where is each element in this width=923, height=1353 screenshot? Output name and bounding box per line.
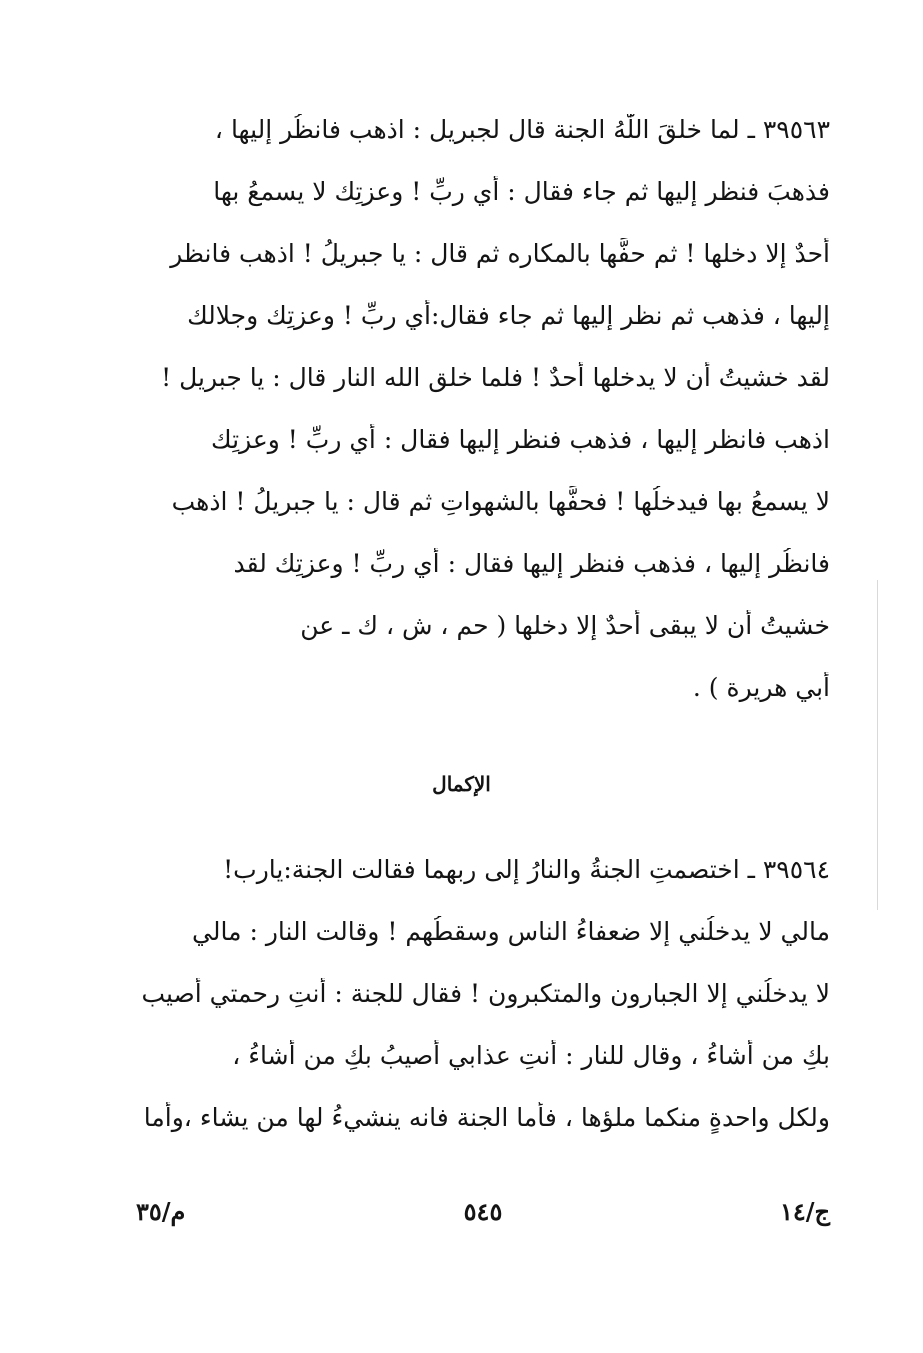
text-line: ولكل واحدةٍ منكما ملؤها ، فأما الجنة فانه ينشيءُ لها من يشاء ،وأما: [143, 1103, 830, 1132]
signature-marker: م/٣٥: [136, 1197, 186, 1226]
text-line: فانظُر إليها ، فذهب فنظر إليها فقال : أي ربِّ ! وعزتِك لقد: [233, 549, 830, 578]
hadith-39563: [136, 114, 830, 734]
text-line: خشيتُ أن لا يبقى أحدٌ إلا دخلها ( حم ، ش ، ك ـ عن: [300, 611, 830, 640]
text-line: لا يسمعُ بها فيدخلُها ! فحفَّها بالشهواتِ ثم قال : يا جبريلُ ! اذهب: [171, 487, 830, 516]
text-line: ٣٩٥٦٤ ـ اختصمتِ الجنةُ والنارُ إلى ربهما فقالت الجنة:يارب!: [223, 855, 830, 884]
text-line: أحدٌ إلا دخلها ! ثم حفَّها بالمكاره ثم قال : يا جبريلُ ! اذهب فانظر: [170, 239, 830, 268]
text-line: إليها ، فذهب ثم نظر إليها ثم جاء فقال:أي ربِّ ! وعزتِك وجلالك: [187, 301, 830, 330]
scan-margin-line: [877, 580, 878, 910]
section-heading: الإكمال: [432, 772, 491, 796]
text-line: بكِ من أشاءُ ، وقال للنار : أنتِ عذابي أصيبُ بكِ من أشاءُ ،: [232, 1041, 830, 1070]
hadith-39564: [136, 854, 830, 1164]
page-footer: [136, 1194, 830, 1230]
volume-marker: ج/١٤: [779, 1197, 830, 1226]
text-line: مالي لا يدخلُني إلا ضعفاءُ الناس وسقطُهم ! وقالت النار : مالي: [192, 917, 830, 946]
text-line: فذهبَ فنظر إليها ثم جاء فقال : أي ربِّ ! وعزتِك لا يسمعُ بها: [213, 177, 830, 206]
page-number: ٥٤٥: [463, 1197, 503, 1226]
text-line: ٣٩٥٦٣ ـ لما خلقَ اللّٰهُ الجنة قال لجبريل : اذهب فانظُر إليها ،: [214, 115, 830, 144]
text-line: لا يدخلُني إلا الجبارون والمتكبرون ! فقال للجنة : أنتِ رحمتي أصيب: [141, 979, 830, 1008]
text-line: اذهب فانظر إليها ، فذهب فنظر إليها فقال : أي ربِّ ! وعزتِك: [211, 425, 830, 454]
text-line: لقد خشيتُ أن لا يدخلها أحدٌ ! فلما خلق الله النار قال : يا جبريل !: [161, 363, 830, 392]
text-line: أبي هريرة ) .: [692, 673, 830, 702]
